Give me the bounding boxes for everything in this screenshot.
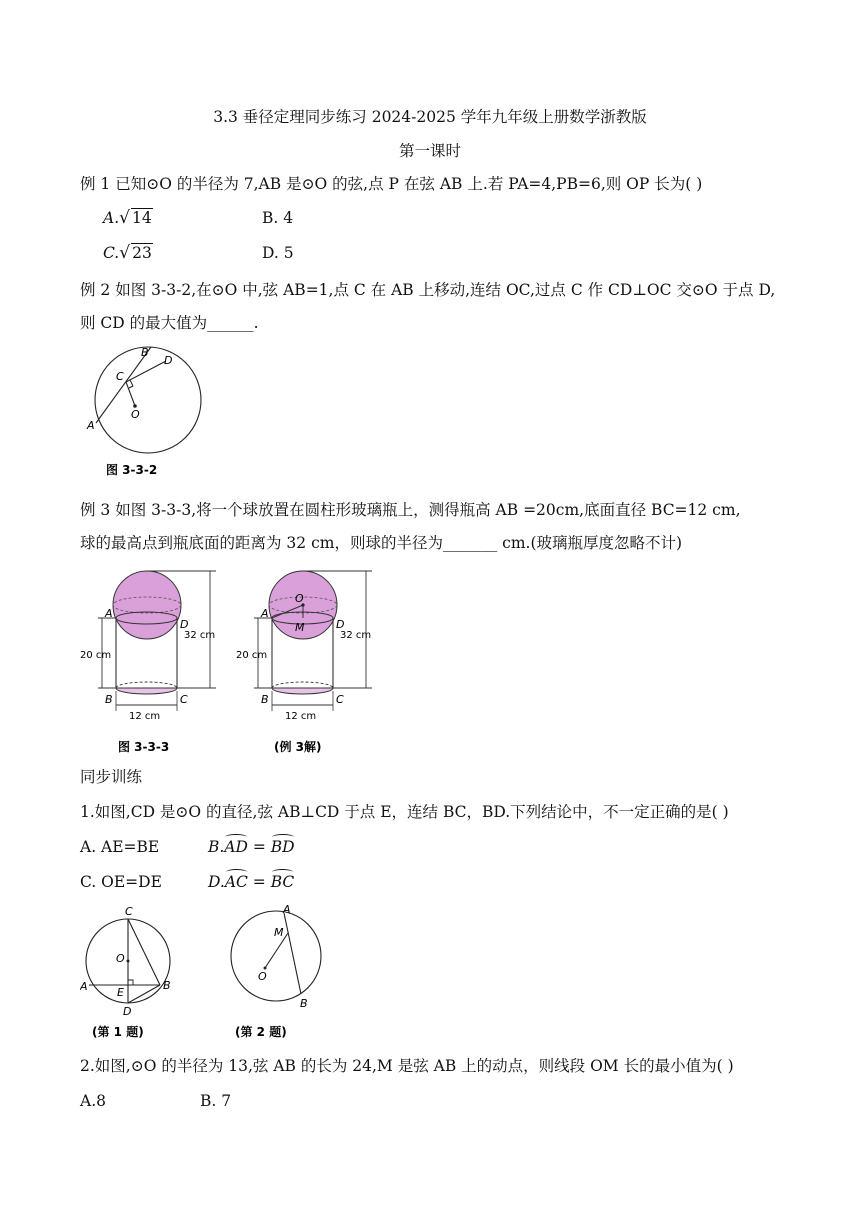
center-o	[127, 960, 130, 963]
dim-height-label: 20 cm	[236, 650, 268, 661]
example2-line1: 例 2 如图 3-3-2,在⊙O 中,弦 AB=1,点 C 在 AB 上移动,连结 OC,过点 C 作 CD⊥OC 交⊙O 于点 D,	[80, 281, 776, 299]
q2-option-a: A.8	[80, 1092, 106, 1110]
label-b: B	[141, 346, 149, 359]
label-b: B	[105, 693, 113, 706]
figure-3-3-2	[78, 340, 228, 480]
figure-question-2	[225, 905, 335, 1045]
figure-example3-solution	[236, 565, 376, 757]
label-a: A	[87, 419, 95, 432]
q1-stem: 1.如图,CD 是⊙O 的直径,弦 AB⊥CD 于点 E，连结 BC，BD.下列结论中，不一定正确的是( )	[80, 803, 729, 821]
radicand-c: 23	[132, 244, 152, 262]
cylinder-bottom-front	[272, 688, 333, 694]
label-m: M	[295, 621, 305, 634]
fig-caption-q1: (第 1 题)	[92, 1025, 144, 1039]
label-d: D	[123, 1005, 132, 1018]
q1-option-d: D.AC = BC	[208, 873, 295, 891]
label-b: B	[300, 997, 308, 1010]
label-o: O	[131, 408, 140, 421]
q1-option-c: C. OE=DE	[80, 873, 162, 891]
label-b: B	[163, 979, 171, 992]
right-angle-mark	[128, 980, 133, 985]
example3-line1: 例 3 如图 3-3-3,将一个球放置在圆柱形玻璃瓶上，测得瓶高 AB =20cm,底面直径 BC=12 cm,	[80, 501, 741, 519]
label-c: C	[116, 370, 124, 383]
label-o: O	[116, 952, 125, 965]
cylinder-bottom-front	[116, 688, 177, 694]
example1-stem: 例 1 已知⊙O 的半径为 7,AB 是⊙O 的弦,点 P 在弦 AB 上.若 PA=4,PB=6,则 OP 长为( )	[80, 175, 703, 193]
example1-option-d: D. 5	[262, 244, 294, 262]
example1-option-b: B. 4	[262, 209, 294, 227]
fig-caption-q2: (第 2 题)	[235, 1025, 287, 1039]
label-d: D	[180, 618, 189, 631]
example1-option-a: A.√ 14	[103, 208, 152, 228]
q2-option-b: B. 7	[200, 1092, 232, 1110]
dim-width-label: 12 cm	[285, 711, 317, 722]
example3-line2: 球的最高点到瓶底面的距离为 32 cm，则球的半径为_______ cm.(玻璃瓶厚度忽略不计)	[80, 534, 683, 552]
segment-cd	[126, 361, 166, 382]
q1-option-a: A. AE=BE	[80, 838, 160, 856]
label-e: E	[117, 986, 124, 999]
figure-question-1	[80, 905, 190, 1045]
segment-oc	[126, 382, 135, 406]
cylinder-bottom-back	[116, 682, 177, 688]
fig-caption-3-3-3: 图 3-3-3	[118, 740, 170, 754]
q1-option-b: B.AD = BD	[208, 838, 295, 856]
right-angle-mark	[129, 380, 133, 388]
fig-caption-example3: (例 3解)	[274, 740, 322, 754]
practice-heading: 同步训练	[80, 768, 143, 786]
page-subtitle: 第一课时	[398, 142, 461, 160]
label-c: C	[180, 693, 188, 706]
label-c: C	[125, 905, 133, 918]
label-m: M	[274, 926, 284, 939]
dim-width-label: 12 cm	[129, 711, 161, 722]
label-a: A	[80, 980, 88, 993]
example2-line2: 则 CD 的最大值为______.	[80, 314, 259, 332]
label-c: C	[336, 693, 344, 706]
chord-ab	[284, 913, 301, 994]
cylinder-bottom-back	[272, 682, 333, 688]
fig-caption-3-3-2: 图 3-3-2	[106, 463, 158, 477]
example1-option-c: C.√ 23	[103, 243, 152, 263]
label-o: O	[258, 970, 267, 983]
label-a: A	[283, 905, 291, 916]
radicand-a: 14	[131, 209, 152, 227]
q2-stem: 2.如图,⊙O 的半径为 13,弦 AB 的长为 24,M 是弦 AB 上的动点，则线段 OM 长的最小值为( )	[80, 1057, 734, 1075]
label-o: O	[295, 592, 304, 605]
page-title: 3.3 垂径定理同步练习 2024-2025 学年九年级上册数学浙教版	[213, 108, 647, 126]
label-a: A	[261, 607, 269, 620]
dim-total-label: 32 cm	[184, 630, 216, 641]
circle-o	[95, 347, 201, 453]
dim-height-label: 20 cm	[80, 650, 112, 661]
label-d: D	[164, 354, 173, 367]
label-d: D	[336, 618, 345, 631]
label-a: A	[105, 607, 113, 620]
label-b: B	[261, 693, 269, 706]
sphere	[113, 571, 181, 639]
circle-o	[231, 911, 321, 1001]
dim-total-label: 32 cm	[340, 630, 372, 641]
figure-3-3-3	[80, 565, 220, 757]
